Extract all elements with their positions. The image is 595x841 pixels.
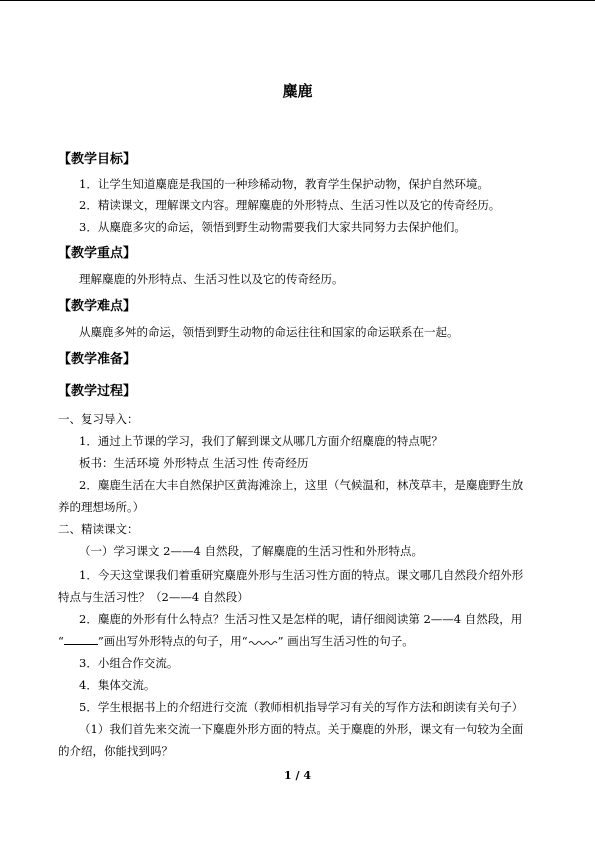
key-points-text: 理解麋鹿的外形特点、生活习性以及它的传奇经历。 (79, 272, 344, 286)
part2-item-2-line1: 2．麋鹿的外形有什么特点？生活习性又是怎样的呢，请仔细阅读第 2——4 自然段，用 (79, 612, 523, 626)
goal-item-3: 3．从麋鹿多灾的命运，领悟到野生动物需要我们大家共同努力去保护他们。 (79, 220, 466, 234)
part1-title: 一、复习导入： (58, 412, 139, 426)
part2-title: 二、精读课文： (58, 522, 139, 536)
page-number: 1 / 4 (284, 769, 311, 782)
part2-item-1-line2: 特点与生活习性？（2——4 自然段） (58, 590, 249, 604)
part2-item-6-line1: （1）我们首先来交流一下麋鹿外形方面的特点。关于麋鹿的外形，课文有一句较为全面 (79, 722, 524, 736)
part2-item-1-line1: 1．今天这堂课我们着重研究麋鹿外形与生活习性方面的特点。课文哪几自然段介绍外形 (79, 568, 524, 582)
straight-underline-mark (64, 634, 98, 645)
part2-item-5: 5．学生根据书上的介绍进行交流（教师相机指导学习有关的写作方法和朗读有关句子） (79, 700, 524, 714)
document-title: 麋鹿 (282, 82, 313, 100)
open-quote-straight: “ (58, 634, 64, 648)
heading-difficulties: 【教学难点】 (58, 299, 137, 314)
part2-item-2-line2 (58, 634, 414, 648)
part1-item-1: 1．通过上节课的学习，我们了解到课文从哪几方面介绍麋鹿的特点呢？ (79, 434, 443, 448)
part1-item-2-line1: 2．麋鹿生活在大丰自然保护区黄海滩涂上，这里（气候温和，林茂草丰，是麋鹿野生放 (79, 478, 524, 492)
part1-item-2-line2: 养的理想场所。） (58, 500, 145, 514)
part1-board-note: 板书：生活环境 外形特点 生活习性 传奇经历 (79, 456, 309, 470)
heading-preparation: 【教学准备】 (58, 352, 137, 367)
part2-item-4: 4．集体交流。 (79, 678, 156, 692)
goal-item-1: 1．让学生知道麋鹿是我国的一种珍稀动物，教育学生保护动物，保护自然环境。 (79, 177, 489, 191)
heading-process: 【教学过程】 (58, 384, 137, 399)
part2-item-3: 3．小组合作交流。 (79, 656, 179, 670)
heading-teaching-goals: 【教学目标】 (58, 152, 137, 167)
top-border-line (0, 0, 595, 1)
wavy-underline-mark (248, 635, 278, 645)
heading-key-points: 【教学重点】 (58, 246, 137, 261)
part2-subsection: （一）学习课文 2——4 自然段，了解麋鹿的生活习性和外形特点。 (79, 544, 423, 558)
difficulties-text: 从麋鹿多舛的命运，领悟到野生动物的命运往往和国家的命运联系在一起。 (79, 325, 459, 339)
straight-line-instruction: ”画出写外形特点的句子，用“ (97, 634, 248, 648)
wavy-line-instruction: ” 画出写生活习性的句子。 (277, 634, 414, 648)
goal-item-2: 2．精读课文，理解课文内容。理解麋鹿的外形特点、生活习性以及它的传奇经历。 (79, 198, 501, 212)
part2-item-6-line2: 的介绍，你能找到吗？ (58, 744, 173, 758)
